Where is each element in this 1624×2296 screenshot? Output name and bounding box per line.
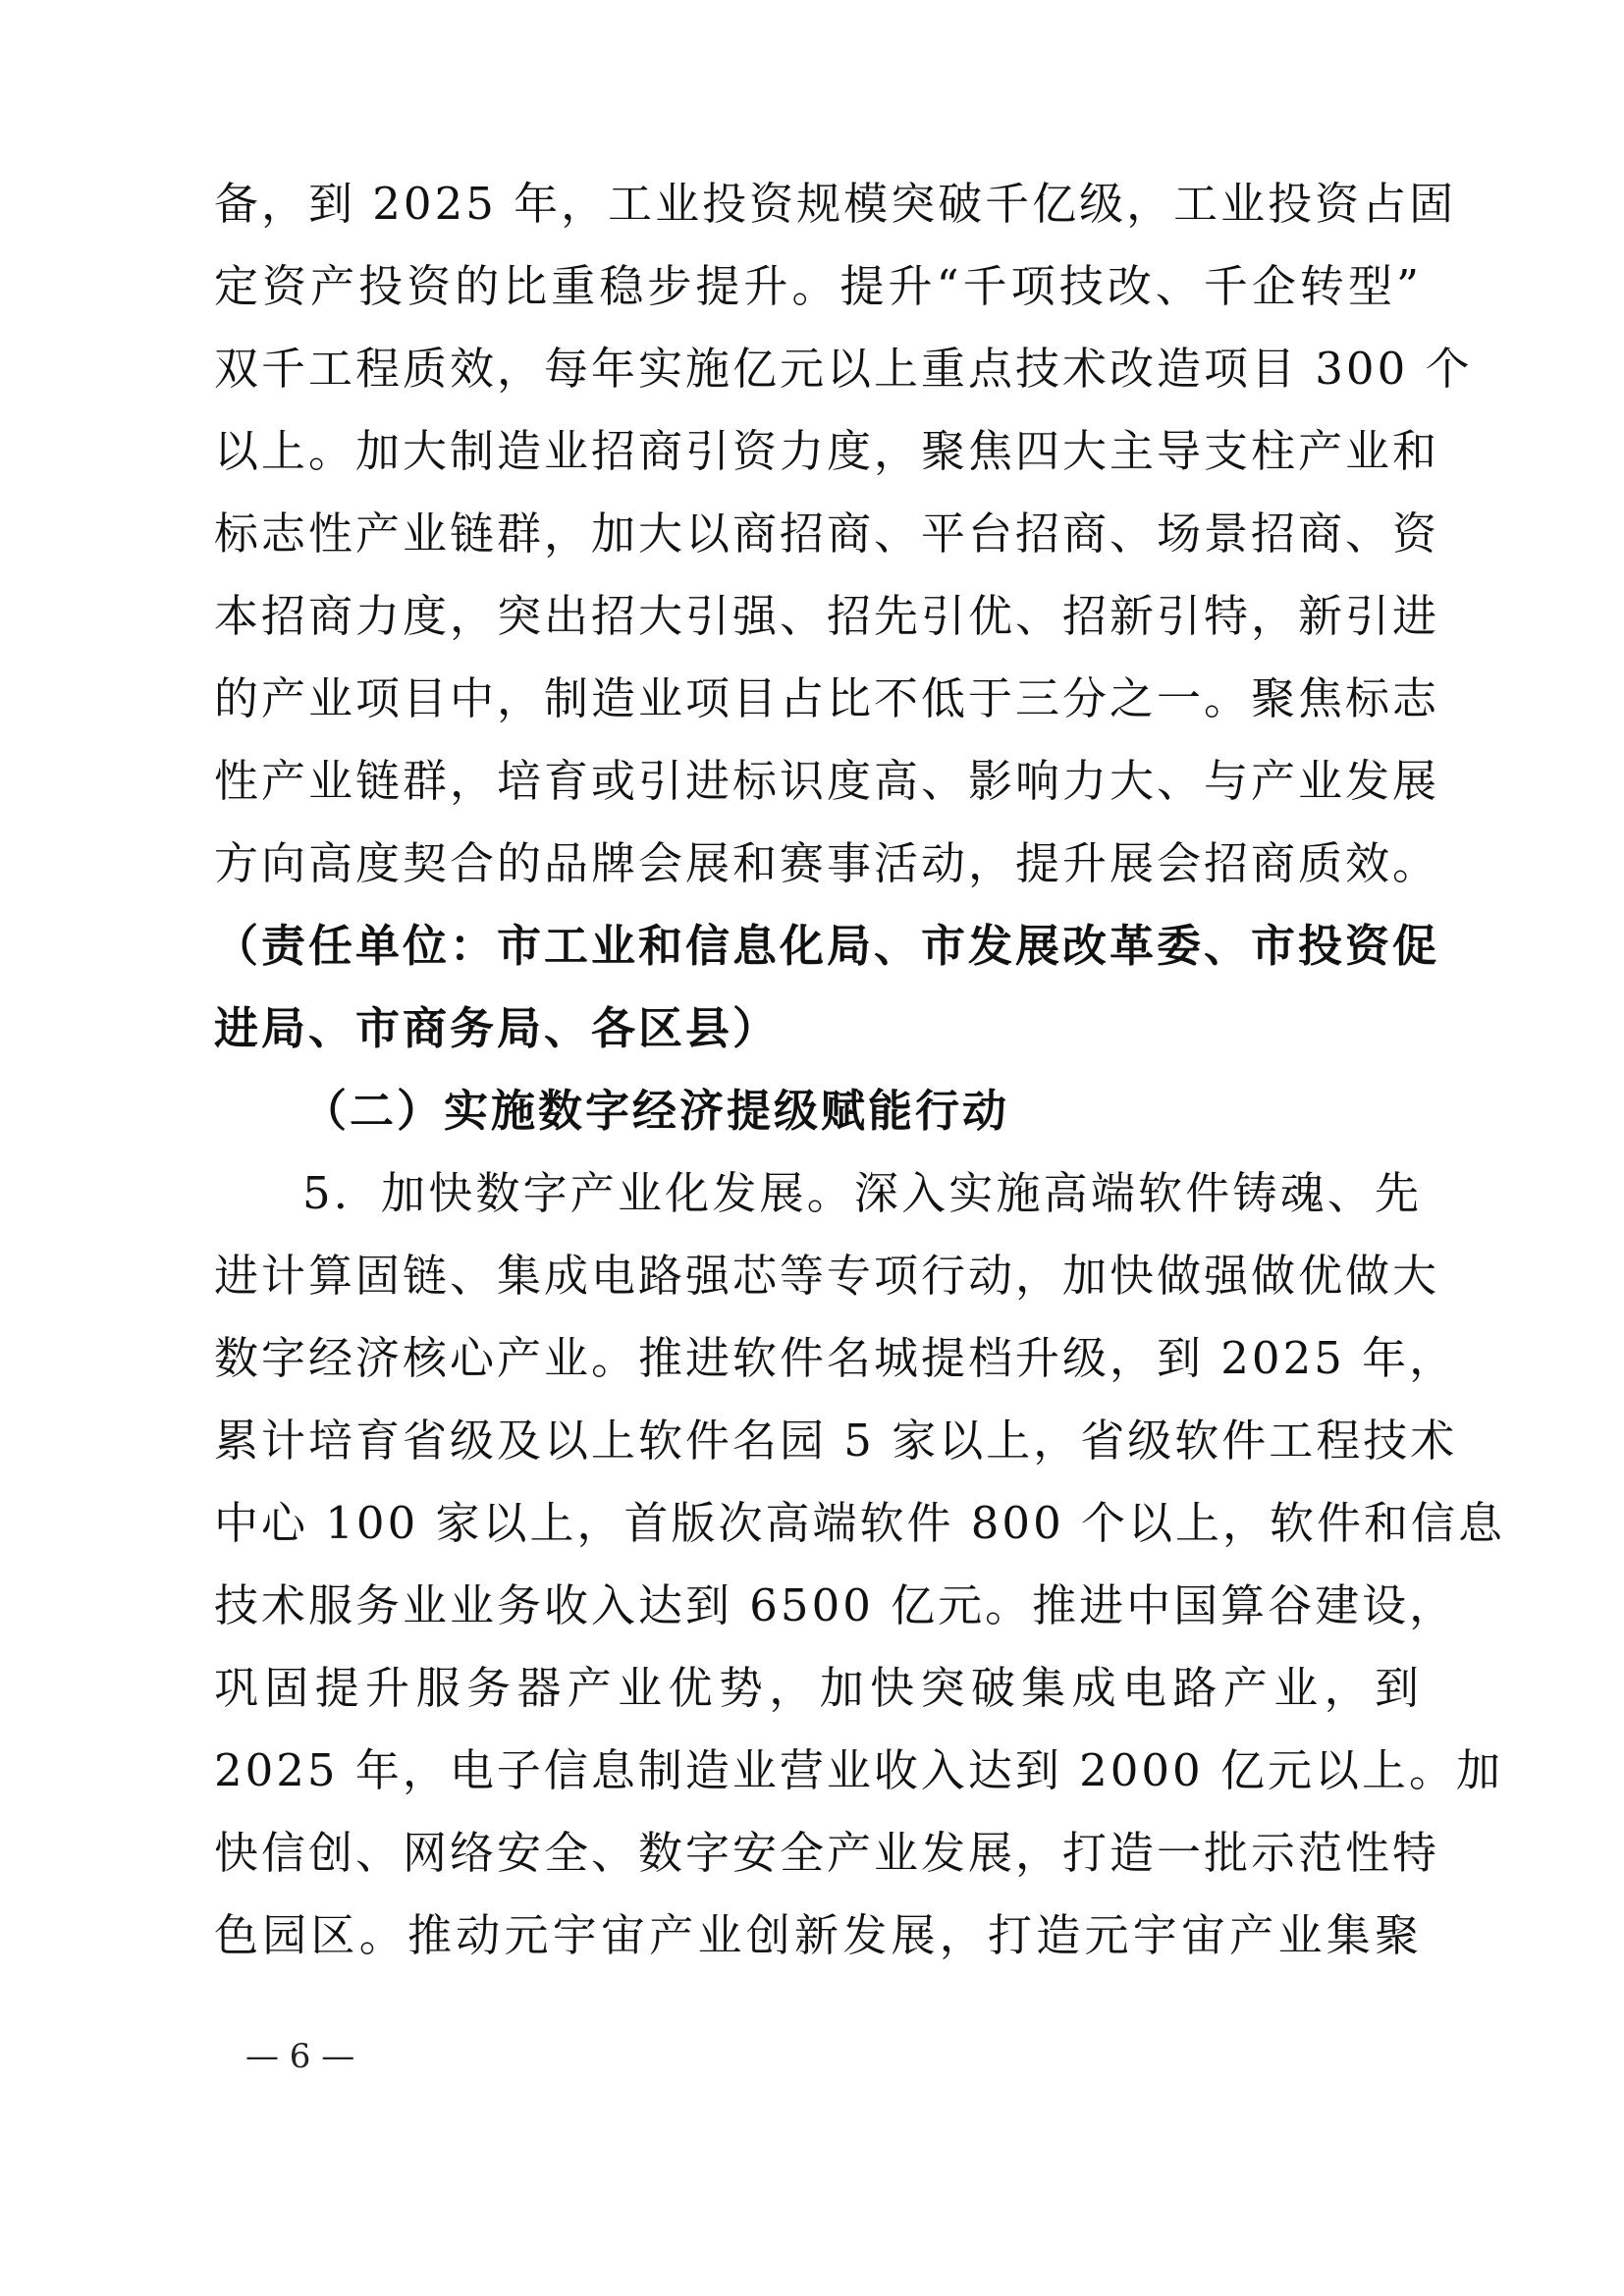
section-heading: （二）实施数字经济提级赋能行动 [302,1085,1010,1137]
body-line-22: 色园区。推动元宇宙产业创新发展，打造元宇宙产业集聚 [214,1909,1422,1961]
body-line-6: 本招商力度，突出招大引强、招先引优、招新引特，新引进 [214,590,1440,642]
body-line-15: 数字经济核心产业。推进软件名城提档升级，到 2025 年， [214,1332,1457,1384]
body-line-4: 以上。加大制造业招商引资力度，聚焦四大主导支柱产业和 [214,425,1440,477]
responsibility-line-1: （责任单位：市工业和信息化局、市发展改革委、市投资促 [214,920,1440,972]
body-line-17: 中心 100 家以上，首版次高端软件 800 个以上，软件和信息 [214,1497,1506,1549]
body-line-20: 2025 年，电子信息制造业营业收入达到 2000 亿元以上。加 [214,1744,1503,1796]
body-line-2: 定资产投资的比重稳步提升。提升“千项技改、千企转型” [214,260,1422,312]
body-line-1: 备，到 2025 年，工业投资规模突破千亿级，工业投资占固 [214,178,1457,230]
body-line-3: 双千工程质效，每年实施亿元以上重点技术改造项目 300 个 [214,343,1473,395]
body-line-18: 技术服务业业务收入达到 6500 亿元。推进中国算谷建设， [214,1579,1457,1631]
body-line-5: 标志性产业链群，加大以商招商、平台招商、场景招商、资 [214,507,1440,560]
body-line-16: 累计培育省级及以上软件名园 5 家以上，省级软件工程技术 [214,1415,1458,1467]
body-line-9: 方向高度契合的品牌会展和赛事活动，提升展会招商质效。 [214,837,1440,889]
body-line-19: 巩固提升服务器产业优势，加快突破集成电路产业，到 [214,1662,1422,1714]
body-line-7: 的产业项目中，制造业项目占比不低于三分之一。聚焦标志 [214,672,1440,724]
responsibility-line-2: 进局、市商务局、各区县） [214,1002,781,1054]
body-line-14: 进计算固链、集成电路强芯等专项行动，加快做强做优做大 [214,1250,1440,1302]
body-line-21: 快信创、网络安全、数字安全产业发展，打造一批示范性特 [214,1827,1440,1879]
body-line-8: 性产业链群，培育或引进标识度高、影响力大、与产业发展 [214,755,1440,807]
body-line-13: 5．加快数字产业化发展。深入实施高端软件铸魂、先 [302,1167,1422,1219]
page-number: — 6 — [245,2037,355,2076]
